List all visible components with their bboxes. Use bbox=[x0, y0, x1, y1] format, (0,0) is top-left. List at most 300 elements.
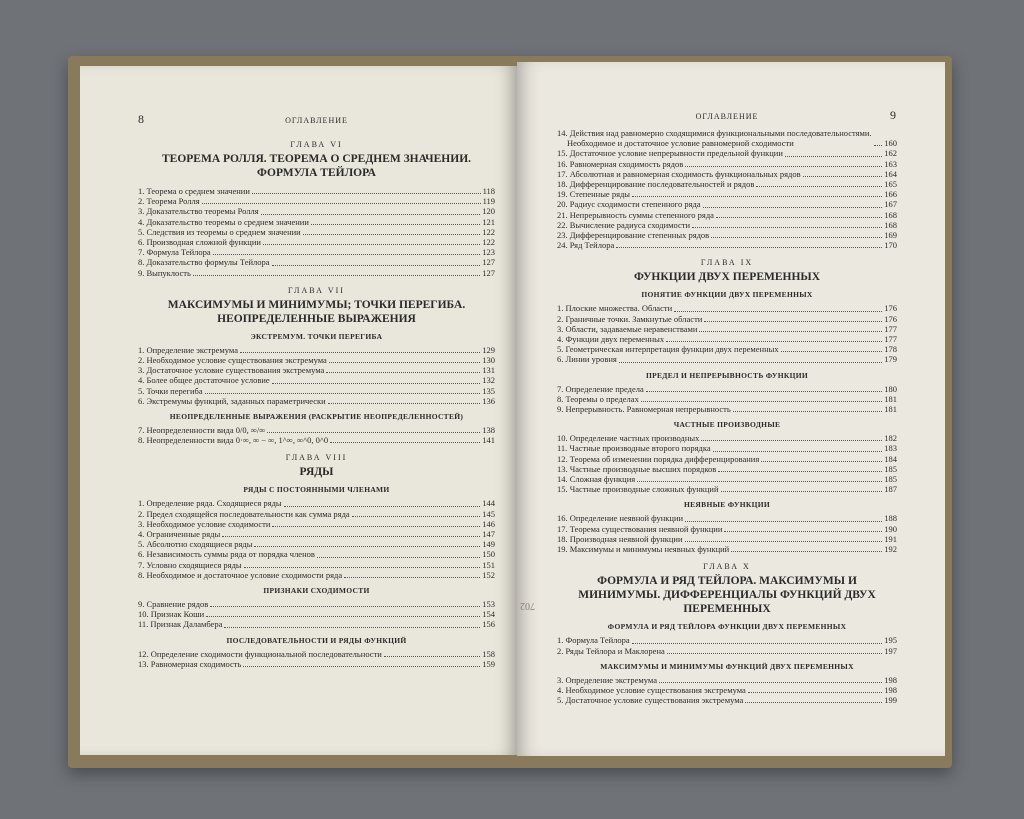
toc-list bbox=[138, 649, 495, 669]
dot-leader bbox=[311, 224, 480, 225]
right-page-content bbox=[517, 62, 945, 756]
dot-leader bbox=[328, 403, 481, 404]
toc-entry bbox=[138, 519, 495, 529]
toc-entry-title: 2. Предел сходящейся последовательности как сумма ряда bbox=[138, 508, 350, 519]
toc-entry-page: 177 bbox=[884, 334, 897, 345]
toc-entry-title: 1. Определение ряда. Сходящиеся ряды bbox=[138, 498, 282, 509]
section-title: НЕОПРЕДЕЛЕННЫЕ ВЫРАЖЕНИЯ (РАСКРЫТИЕ НЕОПРЕДЕЛЕННОСТЕЙ) bbox=[169, 412, 464, 422]
toc-entry-title: 2. Ряды Тейлора и Маклорена bbox=[557, 645, 665, 656]
dot-leader bbox=[384, 656, 480, 657]
toc-entry-title: 16. Определение неявной функции bbox=[557, 513, 684, 524]
toc-entry-title: 9. Выпуклость bbox=[138, 267, 191, 278]
toc-entry-page: 159 bbox=[482, 658, 495, 669]
toc-entry-title: 6. Производная сложной функции bbox=[138, 237, 261, 248]
toc-entry bbox=[557, 169, 897, 179]
toc-entry-page: 185 bbox=[884, 463, 897, 474]
toc-entry-title: 6. Линии уровня bbox=[557, 354, 617, 365]
dot-leader bbox=[352, 516, 481, 517]
dot-leader bbox=[272, 526, 480, 527]
toc-entry bbox=[138, 386, 495, 396]
toc-list bbox=[557, 635, 897, 655]
dot-leader bbox=[711, 237, 882, 238]
toc-entry-page: 195 bbox=[884, 635, 897, 646]
toc-entry-title: 19. Максимумы и минимумы неявных функций bbox=[557, 544, 730, 555]
toc-entry-page: 145 bbox=[482, 508, 495, 519]
toc-entry-page: 144 bbox=[482, 498, 495, 509]
toc-list bbox=[557, 128, 897, 250]
toc-entry bbox=[557, 454, 897, 464]
toc-entry bbox=[138, 539, 495, 549]
toc-entry-page: 121 bbox=[482, 216, 495, 227]
dot-leader bbox=[703, 207, 883, 208]
section-title: ПОНЯТИЕ ФУНКЦИИ ДВУХ ПЕРЕМЕННЫХ bbox=[641, 290, 813, 300]
toc-blocks bbox=[557, 128, 897, 705]
toc-entry-page: 181 bbox=[884, 404, 897, 415]
toc-entry-title: 12. Определение сходимости функциональной последовательности bbox=[138, 648, 382, 659]
toc-entry bbox=[557, 159, 897, 169]
chapter-label: ГЛАВА VII bbox=[288, 285, 345, 295]
toc-entry bbox=[138, 570, 495, 580]
toc-list bbox=[138, 345, 495, 406]
dot-leader bbox=[733, 411, 883, 412]
toc-entry-title: 3. Области, задаваемые неравенствами bbox=[557, 323, 698, 334]
toc-entry-page: 147 bbox=[482, 529, 495, 540]
toc-entry-page: 151 bbox=[482, 559, 495, 570]
toc-entry-page: 187 bbox=[884, 484, 897, 495]
toc-entry-page: 149 bbox=[482, 539, 495, 550]
dot-leader bbox=[254, 546, 480, 547]
right-page bbox=[517, 62, 945, 756]
toc-entry-page: 127 bbox=[482, 267, 495, 278]
dot-leader bbox=[785, 156, 882, 157]
dot-leader bbox=[206, 616, 480, 617]
dot-leader bbox=[284, 506, 481, 507]
dot-leader bbox=[701, 440, 882, 441]
toc-entry-page: 130 bbox=[482, 355, 495, 366]
toc-entry-title: 3. Достаточное условие существования экстремума bbox=[138, 365, 325, 376]
dot-leader bbox=[243, 666, 480, 667]
toc-entry-page: 199 bbox=[884, 695, 897, 706]
dot-leader bbox=[713, 451, 883, 452]
toc-entry-title: 9. Непрерывность. Равномерная непрерывность bbox=[557, 404, 731, 415]
toc-entry-title: 18. Дифференцирование последовательностей и рядов bbox=[557, 179, 755, 190]
dot-leader bbox=[263, 244, 480, 245]
toc-entry-page: 168 bbox=[884, 209, 897, 220]
toc-entry bbox=[557, 210, 897, 220]
chapter-label: ГЛАВА VIII bbox=[285, 453, 348, 463]
toc-entry bbox=[557, 189, 897, 199]
chapter-title: МАКСИМУМЫ И МИНИМУМЫ; ТОЧКИ ПЕРЕГИБА. НЕОПРЕДЕЛЕННЫЕ ВЫРАЖЕНИЯ bbox=[167, 298, 466, 325]
toc-entry-page: 127 bbox=[482, 257, 495, 268]
toc-list bbox=[557, 303, 897, 364]
dot-leader bbox=[674, 311, 882, 312]
dot-leader bbox=[748, 692, 882, 693]
section-title: ЭКСТРЕМУМ. ТОЧКИ ПЕРЕГИБА bbox=[250, 331, 383, 341]
toc-entry bbox=[557, 474, 897, 484]
dot-leader bbox=[244, 567, 481, 568]
toc-entry-page: 178 bbox=[884, 344, 897, 355]
dot-leader bbox=[699, 331, 882, 332]
toc-list bbox=[138, 186, 495, 278]
section-title: РЯДЫ С ПОСТОЯННЫМИ ЧЛЕНАМИ bbox=[243, 485, 390, 495]
dot-leader bbox=[193, 275, 480, 276]
toc-entry-title: 11. Частные производные второго порядка bbox=[557, 443, 711, 454]
toc-list bbox=[138, 425, 495, 445]
toc-entry bbox=[557, 384, 897, 394]
toc-entry-page: 120 bbox=[482, 206, 495, 217]
toc-entry bbox=[138, 257, 495, 267]
dot-leader bbox=[202, 203, 481, 204]
dot-leader bbox=[224, 627, 480, 628]
toc-entry-title: 7. Неопределенности вида 0/0, ∞/∞ bbox=[138, 425, 266, 436]
toc-entry-page: 122 bbox=[482, 237, 495, 248]
toc-entry-page: 176 bbox=[884, 303, 897, 314]
toc-entry bbox=[138, 619, 495, 629]
dot-leader bbox=[326, 372, 480, 373]
toc-entry bbox=[557, 464, 897, 474]
toc-entry-title: 21. Непрерывность суммы степенного ряда bbox=[557, 209, 714, 220]
toc-entry bbox=[557, 334, 897, 344]
toc-entry bbox=[557, 635, 897, 645]
left-page-content bbox=[80, 66, 517, 755]
left-page bbox=[80, 66, 517, 755]
toc-entry-title: 17. Абсолютная и равномерная сходимость функциональных рядов bbox=[557, 168, 801, 179]
toc-entry-page: 164 bbox=[884, 168, 897, 179]
dot-leader bbox=[303, 234, 481, 235]
dot-leader bbox=[210, 606, 480, 607]
toc-entry bbox=[138, 365, 495, 375]
toc-entry-page: 180 bbox=[884, 383, 897, 394]
dot-leader bbox=[745, 702, 882, 703]
toc-entry bbox=[138, 560, 495, 570]
page-number: 8 bbox=[138, 112, 145, 126]
dot-leader bbox=[692, 227, 882, 228]
dot-leader bbox=[761, 461, 882, 462]
toc-entry-title: 23. Дифференцирование степенных рядов bbox=[557, 230, 710, 241]
dot-leader bbox=[874, 145, 882, 146]
toc-entry-title: 4. Более общее достаточное условие bbox=[138, 375, 270, 386]
dot-leader bbox=[685, 166, 882, 167]
toc-entry-page: 162 bbox=[884, 148, 897, 159]
dot-leader bbox=[205, 393, 481, 394]
toc-entry-page: 123 bbox=[482, 247, 495, 258]
toc-entry-title: 22. Вычисление радиуса сходимости bbox=[557, 219, 690, 230]
toc-entry-title: 8. Доказательство формулы Тейлора bbox=[138, 257, 270, 268]
toc-entry-title: 2. Граничные точки. Замкнутые области bbox=[557, 313, 703, 324]
toc-entry-title: 17. Теорема существования неявной функции bbox=[557, 523, 723, 534]
chapter-label: ГЛАВА X bbox=[703, 562, 751, 572]
dot-leader bbox=[641, 401, 882, 402]
dot-leader bbox=[646, 391, 882, 392]
toc-entry bbox=[557, 443, 897, 453]
toc-entry-page: 177 bbox=[884, 323, 897, 334]
toc-entry bbox=[557, 513, 897, 523]
toc-entry-title: 14. Сложная функция bbox=[557, 474, 636, 485]
toc-entry-page: 183 bbox=[884, 443, 897, 454]
toc-entry bbox=[138, 529, 495, 539]
toc-entry-title: 1. Теорема о среднем значении bbox=[138, 186, 250, 196]
dot-leader bbox=[272, 265, 481, 266]
toc-entry bbox=[138, 649, 495, 659]
toc-entry-page: 129 bbox=[482, 344, 495, 355]
toc-entry bbox=[557, 314, 897, 324]
toc-entry-title: 2. Теорема Ролля bbox=[138, 196, 200, 207]
section-title: НЕЯВНЫЕ ФУНКЦИИ bbox=[684, 500, 770, 510]
toc-entry-title: 9. Сравнение рядов bbox=[138, 599, 209, 610]
dot-leader bbox=[329, 362, 480, 363]
toc-entry-title: 2. Необходимое условие существования экстремума bbox=[138, 355, 327, 366]
dot-leader bbox=[721, 491, 883, 492]
dot-leader bbox=[685, 541, 883, 542]
toc-entry-page: 131 bbox=[482, 365, 495, 376]
running-title: ОГЛАВЛЕНИЕ bbox=[285, 116, 348, 125]
dot-leader bbox=[619, 362, 882, 363]
dot-leader bbox=[616, 247, 882, 248]
toc-entry bbox=[557, 695, 897, 705]
toc-entry bbox=[557, 675, 897, 685]
toc-entry-title: 20. Радиус сходимости степенного ряда bbox=[557, 199, 701, 210]
toc-entry-title: 8. Необходимое и достаточное условие сходимости ряда bbox=[138, 569, 343, 580]
toc-entry bbox=[557, 646, 897, 656]
toc-entry bbox=[138, 375, 495, 385]
toc-entry-page: 118 bbox=[482, 186, 495, 196]
toc-entry bbox=[138, 396, 495, 406]
section-title: ЧАСТНЫЕ ПРОИЗВОДНЫЕ bbox=[673, 420, 781, 430]
toc-entry bbox=[557, 484, 897, 494]
toc-entry bbox=[138, 659, 495, 669]
toc-entry bbox=[557, 230, 897, 240]
toc-entry-page: 181 bbox=[884, 393, 897, 404]
toc-entry-title: 8. Теоремы о пределах bbox=[557, 393, 639, 404]
dot-leader bbox=[704, 321, 882, 322]
chapter-title: ФОРМУЛА И РЯД ТЕЙЛОРА. МАКСИМУМЫ И МИНИМУМЫ. ДИФФЕРЕНЦИАЛЫ ФУНКЦИЙ ДВУХ ПЕРЕМЕННЫХ bbox=[578, 575, 876, 616]
dot-leader bbox=[637, 481, 882, 482]
toc-entry-page: 138 bbox=[482, 425, 495, 436]
toc-entry bbox=[557, 544, 897, 554]
toc-entry bbox=[138, 435, 495, 445]
toc-entry-page: 141 bbox=[482, 435, 495, 446]
toc-entry-title: 1. Плоские множества. Области bbox=[557, 303, 673, 314]
dot-leader bbox=[666, 341, 882, 342]
dot-leader bbox=[330, 442, 480, 443]
section-title: ПРИЗНАКИ СХОДИМОСТИ bbox=[263, 586, 370, 596]
toc-entry bbox=[138, 609, 495, 619]
toc-entry bbox=[557, 220, 897, 230]
toc-entry bbox=[557, 354, 897, 364]
toc-entry-page: 197 bbox=[884, 645, 897, 656]
toc-list bbox=[138, 498, 495, 580]
toc-entry-page: 158 bbox=[482, 648, 495, 659]
toc-entry-page: 135 bbox=[482, 385, 495, 396]
toc-entry-title: 15. Достаточное условие непрерывности предельной функции bbox=[557, 148, 783, 159]
toc-entry-title: 3. Определение экстремума bbox=[557, 674, 657, 685]
toc-entry bbox=[138, 186, 495, 196]
toc-entry bbox=[557, 324, 897, 334]
toc-list bbox=[557, 513, 897, 554]
dot-leader bbox=[317, 557, 480, 558]
toc-entry-title: 6. Экстремумы функций, заданных параметрически bbox=[138, 395, 326, 406]
toc-entry bbox=[138, 237, 495, 247]
toc-entry-page: 132 bbox=[482, 375, 495, 386]
toc-entry-page: 136 bbox=[482, 395, 495, 406]
running-title: ОГЛАВЛЕНИЕ bbox=[695, 112, 759, 121]
toc-entry-page: 188 bbox=[884, 513, 897, 524]
dot-leader bbox=[252, 193, 481, 194]
dot-leader bbox=[756, 186, 882, 187]
toc-entry-title: 4. Ограниченные ряды bbox=[138, 529, 221, 540]
toc-entry-title: 4. Доказательство теоремы о среднем значении bbox=[138, 216, 309, 227]
toc-blocks bbox=[138, 140, 495, 669]
toc-entry-page: 119 bbox=[482, 196, 495, 207]
section-title: МАКСИМУМЫ И МИНИМУМЫ ФУНКЦИЙ ДВУХ ПЕРЕМЕННЫХ bbox=[600, 661, 854, 671]
toc-entry bbox=[557, 685, 897, 695]
toc-entry-page: 169 bbox=[884, 230, 897, 241]
dot-leader bbox=[240, 352, 480, 353]
toc-entry bbox=[557, 344, 897, 354]
toc-entry-title: 5. Абсолютно сходящиеся ряды bbox=[138, 539, 253, 550]
toc-entry bbox=[138, 509, 495, 519]
toc-entry-title: 13. Частные производные высших порядков bbox=[557, 463, 717, 474]
toc-entry bbox=[557, 303, 897, 313]
dot-leader bbox=[731, 551, 882, 552]
toc-entry-page: 191 bbox=[884, 533, 897, 544]
toc-entry-page: 156 bbox=[482, 619, 495, 630]
toc-list bbox=[557, 675, 897, 706]
toc-entry bbox=[557, 240, 897, 250]
dot-leader bbox=[718, 471, 882, 472]
toc-entry bbox=[138, 206, 495, 216]
toc-list bbox=[557, 433, 897, 494]
toc-entry-page: 167 bbox=[884, 199, 897, 210]
dot-leader bbox=[213, 254, 481, 255]
toc-entry bbox=[557, 524, 897, 534]
chapter-label: ГЛАВА IX bbox=[700, 258, 754, 268]
toc-entry bbox=[138, 599, 495, 609]
toc-entry-page: 166 bbox=[884, 189, 897, 200]
toc-entry-title: 4. Необходимое условие существования экстремума bbox=[557, 684, 746, 695]
toc-entry-page: 154 bbox=[482, 609, 495, 620]
toc-entry bbox=[557, 404, 897, 414]
toc-entry bbox=[557, 199, 897, 209]
chapter-title: ФУНКЦИИ ДВУХ ПЕРЕМЕННЫХ bbox=[633, 271, 821, 284]
toc-entry-page: 163 bbox=[884, 158, 897, 169]
toc-entry-page: 198 bbox=[884, 674, 897, 685]
toc-list bbox=[557, 384, 897, 415]
toc-entry-title: 15. Частные производные сложных функций bbox=[557, 484, 719, 495]
section-title: ПРЕДЕЛ И НЕПРЕРЫВНОСТЬ ФУНКЦИИ bbox=[645, 370, 808, 380]
toc-entry-page: 176 bbox=[884, 313, 897, 324]
toc-entry-title: 5. Следствия из теоремы о среднем значении bbox=[138, 226, 301, 237]
toc-entry-title: 19. Степенные ряды bbox=[557, 189, 631, 200]
gutter-mark: 702 bbox=[520, 600, 535, 611]
toc-entry-title: 1. Формула Тейлора bbox=[557, 635, 630, 646]
dot-leader bbox=[667, 653, 882, 654]
toc-entry-page: 185 bbox=[884, 474, 897, 485]
toc-entry bbox=[138, 196, 495, 206]
dot-leader bbox=[267, 432, 480, 433]
toc-entry-title: 8. Неопределенности вида 0·∞, ∞ − ∞, 1^∞, ∞^0, 0^0 bbox=[138, 435, 329, 446]
toc-entry bbox=[138, 217, 495, 227]
dot-leader bbox=[632, 643, 883, 644]
toc-entry-page: 160 bbox=[884, 138, 897, 149]
left-page-header bbox=[138, 114, 495, 132]
toc-entry-title: 5. Точки перегиба bbox=[138, 385, 203, 396]
toc-entry-title: 3. Доказательство теоремы Ролля bbox=[138, 206, 259, 217]
chapter-title: РЯДЫ bbox=[299, 466, 334, 479]
toc-entry bbox=[138, 355, 495, 365]
toc-entry-title: 7. Определение предела bbox=[557, 383, 644, 394]
toc-entry-page: 198 bbox=[884, 684, 897, 695]
toc-entry-title: 16. Равномерная сходимость рядов bbox=[557, 158, 684, 169]
toc-entry bbox=[138, 498, 495, 508]
dot-leader bbox=[344, 577, 480, 578]
dot-leader bbox=[659, 682, 882, 683]
toc-entry bbox=[138, 268, 495, 278]
toc-entry-page: 190 bbox=[884, 523, 897, 534]
toc-entry-page: 152 bbox=[482, 569, 495, 580]
toc-list bbox=[138, 599, 495, 630]
toc-entry-title: 5. Достаточное условие существования экстремума bbox=[557, 695, 744, 706]
right-page-header bbox=[557, 110, 897, 128]
toc-entry-page: 150 bbox=[482, 549, 495, 560]
toc-entry-title: 13. Равномерная сходимость bbox=[138, 658, 242, 669]
dot-leader bbox=[632, 196, 882, 197]
toc-entry bbox=[138, 425, 495, 435]
dot-leader bbox=[272, 383, 481, 384]
toc-entry-page: 192 bbox=[884, 544, 897, 555]
toc-entry-title: 24. Ряд Тейлора bbox=[557, 240, 615, 251]
toc-entry-page: 179 bbox=[884, 354, 897, 365]
dot-leader bbox=[803, 176, 883, 177]
toc-entry-page: 182 bbox=[884, 433, 897, 444]
toc-entry bbox=[138, 227, 495, 237]
toc-entry-title: 3. Необходимое условие сходимости bbox=[138, 518, 271, 529]
toc-entry-page: 122 bbox=[482, 226, 495, 237]
dot-leader bbox=[261, 214, 481, 215]
toc-entry bbox=[557, 433, 897, 443]
toc-entry-page: 165 bbox=[884, 179, 897, 190]
toc-entry bbox=[138, 345, 495, 355]
toc-entry-page: 153 bbox=[482, 599, 495, 610]
dot-leader bbox=[716, 217, 882, 218]
toc-entry-title: 7. Условно сходящиеся ряды bbox=[138, 559, 242, 570]
toc-entry bbox=[138, 549, 495, 559]
chapter-title: ТЕОРЕМА РОЛЛЯ. ТЕОРЕМА О СРЕДНЕМ ЗНАЧЕНИИ. ФОРМУЛА ТЕЙЛОРА bbox=[161, 153, 472, 179]
toc-entry bbox=[138, 247, 495, 257]
toc-entry-title: 5. Геометрическая интерпретация функции двух переменных bbox=[557, 344, 779, 355]
chapter-label: ГЛАВА VI bbox=[290, 140, 343, 149]
toc-entry-title: 7. Формула Тейлора bbox=[138, 247, 211, 258]
toc-entry-title: 1. Определение экстремума bbox=[138, 344, 238, 355]
toc-entry-title: 10. Определение частных производных bbox=[557, 433, 700, 444]
toc-entry bbox=[557, 128, 897, 148]
toc-entry-title: 14. Действия над равномерно сходящимися функциональными последовательностями. Необходимое и достаточное условие равномерной сходимости bbox=[557, 128, 872, 149]
toc-entry bbox=[557, 394, 897, 404]
toc-entry bbox=[557, 534, 897, 544]
toc-entry-title: 12. Теорема об изменении порядка дифференцирования bbox=[557, 453, 760, 464]
toc-entry-page: 184 bbox=[884, 453, 897, 464]
toc-entry-title: 10. Признак Коши bbox=[138, 609, 205, 620]
dot-leader bbox=[685, 521, 882, 522]
toc-entry-title: 4. Функции двух переменных bbox=[557, 334, 665, 345]
toc-entry-page: 170 bbox=[884, 240, 897, 251]
dot-leader bbox=[724, 531, 882, 532]
dot-leader bbox=[781, 351, 883, 352]
toc-entry bbox=[557, 148, 897, 158]
page-number: 9 bbox=[890, 108, 897, 122]
toc-entry-page: 168 bbox=[884, 219, 897, 230]
toc-entry-title: 6. Независимость суммы ряда от порядка членов bbox=[138, 549, 315, 560]
